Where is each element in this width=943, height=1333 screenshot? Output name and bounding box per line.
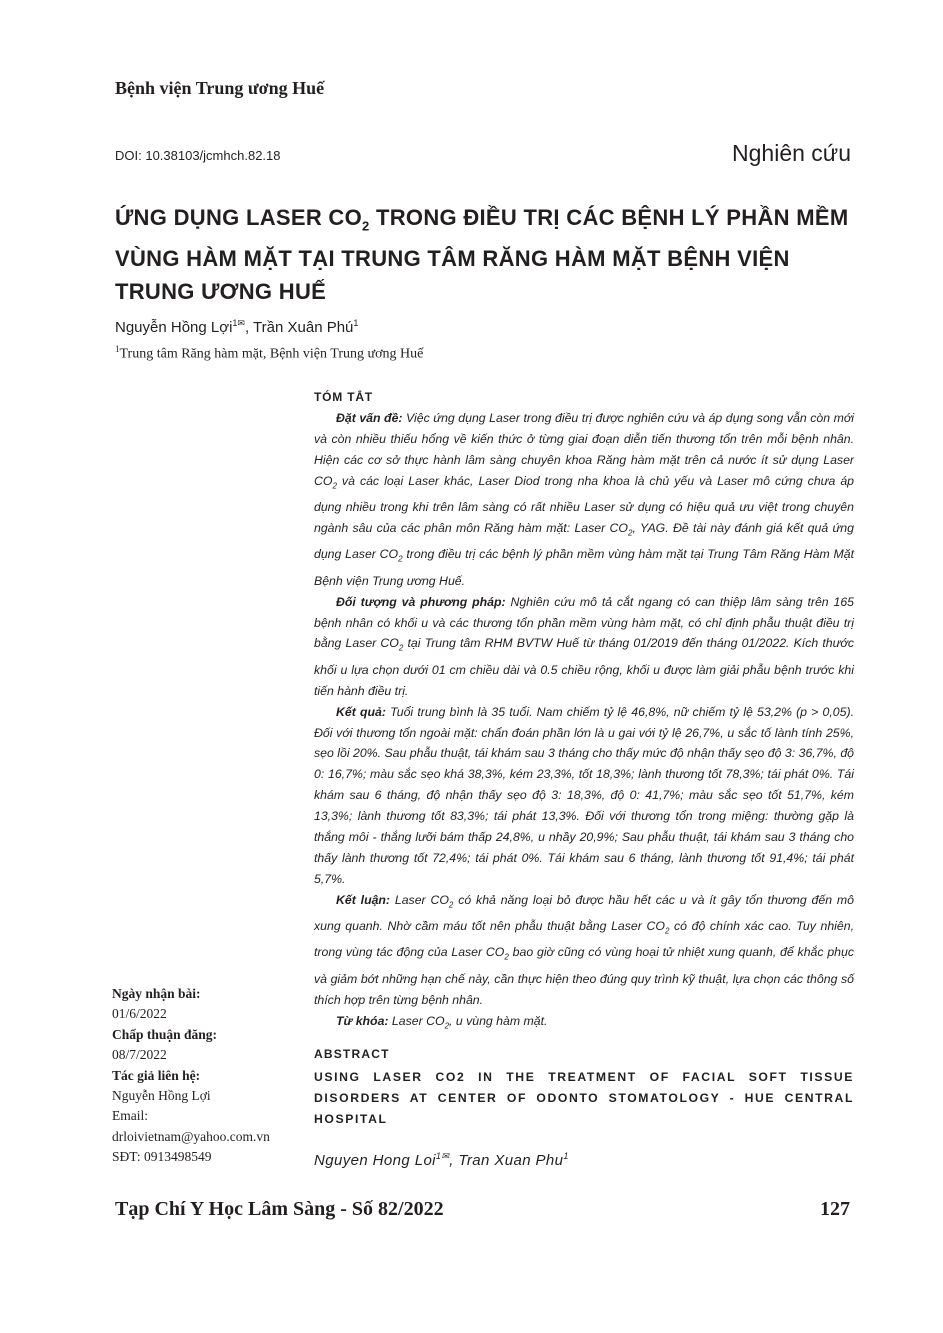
abstract-keywords: Từ khóa: Laser $CO_2$, u vùng hàm mặt. — [336, 1013, 548, 1031]
english-author-list: Nguyen Hong Loi$^{1✉}$, Tran Xuan Phu$^1$ — [314, 1151, 569, 1169]
doi-label: DOI: 10.38103/jcmhch.82.18 — [115, 148, 281, 163]
abstract-methods: Đối tượng và phương pháp: Nghiên cứu mô tả cắt ngang có can thiệp lâm sàng trên 165 bệnh nhân có khối u và các thương tổn phần mềm vùng hàm mặt, có chỉ định phẫu thuật điều trị bằng Laser $CO_2$ tại Trung tâm RHM BVTW Huế từ tháng 01/2019 đến tháng 01/2022. Kích thước khối u lựa chọn dưới 01 cm chiều dài và 0.5 chiều rộng, khối u được làm giải phẫu bệnh trước khi tiến hành điều trị. — [314, 594, 854, 698]
abstract-background: Đặt vấn đề: Việc ứng dụng Laser trong điều trị được nghiên cứu và áp dụng song vẫn còn mới và còn nhiều thiếu hổng về kiến thức ở từng giai đoạn diễn tiến thương tổn trên mỗi bệnh nhân. Hiện các cơ sở thực hành lâm sàng chuyên khoa Răng hàm mặt trên cả nước ít sử dụng Laser $CO_2$ và các loại Laser khác, Laser Diod trong nha khoa là chủ yếu và Laser mô cứng chưa áp dụng nhiều trong khi trên lâm sàng có rất nhiều Laser sử dụng có hiệu quả ưu việt trong chuyên ngành sâu của các phân môn Răng hàm mặt: Laser $CO_2$, YAG. Đề tài này đánh giá kết quả ứng dụng Laser $CO_2$ trong điều trị các bệnh lý phần mềm vùng hàm mặt tại Trung Tâm Răng Hàm Mặt Bệnh viện Trung ương Huế. — [314, 411, 854, 588]
article-metadata — [112, 984, 312, 1168]
abstract-heading-en: ABSTRACT — [314, 1047, 390, 1061]
footer-journal-name: Tạp Chí Y Học Lâm Sàng - Số 82/2022 — [115, 1198, 444, 1220]
email-address[interactable]: drloivietnam@yahoo.com.vn — [112, 1128, 270, 1144]
corresponding-label: Tác giả liên hệ: — [112, 1067, 201, 1083]
abstract-results: Kết quả: Tuổi trung bình là 35 tuổi. Nam chiếm tỷ lệ 46,8%, nữ chiếm tỷ lệ 53,2% (p > 0,05). Đối với thương tổn ngoài mặt: chẩn đoán phần lớn là u gai với tỷ lệ 26,7%, u sắc tố lành tính 25%, sẹo lồi 20%. Sau phẫu thuật, tái khám sau 3 tháng cho thấy mức độ nhận thấy sẹo độ 3: 36,7%, độ 0: 16,7%; màu sắc sẹo khá 38,3%, kém 23,3%, tốt 18,3%; lành thương tốt 78,3%; tái phát 0%. Tái khám sau 6 tháng, độ nhận thấy sẹo độ 3: 18,3%, độ 0: 41,7%; màu sắc sẹo tốt 51,7%, kém 13,3%; lành thương tốt 83,3%; tái phát 13,3%. Đối với thương tổn trong miệng: thường gặp là thắng môi - thắng lưỡi bám thấp 24,8%, u nhầy 20,9%; Sau phẫu thuật, tái khám sau 3 tháng cho thấy lành thương tốt 72,4%; tái phát 0%. Tái khám sau 6 tháng, lành thương tốt 91,4%; tái phát 5,7%. — [314, 704, 854, 886]
article-title: ỨNG DỤNG LASER $CO_2$ TRONG ĐIỀU TRỊ CÁC BỆNH LÝ PHẦN MỀM VÙNG HÀM MẶT TẠI TRUNG TÂM RĂNG HÀM MẶT BỆNH VIỆN TRUNG ƯƠNG HUẾ — [115, 205, 849, 305]
abstract-heading-vn: TÓM TẮT — [314, 390, 373, 404]
author-name: Tran Xuan Phu — [458, 1152, 564, 1169]
author-name: Trần Xuân Phú — [253, 319, 354, 336]
running-header-hospital: Bệnh viện Trung ương Huế — [115, 78, 325, 98]
received-label: Ngày nhận bài: — [112, 986, 201, 1001]
author-list: Nguyễn Hồng Lợi$^{1✉}$, Trần Xuân Phú$^1$ — [115, 318, 359, 336]
author-name: Nguyễn Hồng Lợi — [115, 319, 233, 336]
received-date: 01/6/2022 — [112, 1006, 167, 1022]
accepted-date: 08/7/2022 — [112, 1047, 167, 1063]
article-category: Nghiên cứu — [732, 140, 851, 166]
abstract-vietnamese — [314, 390, 854, 1037]
accepted-label: Chấp thuận đăng: — [112, 1026, 218, 1042]
phone-number: SĐT: 0913498549 — [112, 1149, 212, 1165]
abstract-conclusion: Kết luận: Laser $CO_2$ có khả năng loại bỏ được hầu hết các u và ít gây tổn thương đến mô xung quanh. Nhờ cầm máu tốt nên phẫu thuật bằng Laser $CO_2$ có độ chính xác cao. Tuy nhiên, trong vùng tác động của Laser $CO_2$ bao giờ cũng có vùng hoại tử nhiệt xung quanh, để khắc phục và giảm bớt những hạn chế này, cần thực hiện theo đúng quy trình kỹ thuật, lựa chọn các thông số thích hợp trên từng bệnh nhân. — [314, 892, 855, 1007]
author-affiliation: $^1$Trung tâm Răng hàm mặt, Bệnh viện Trung ương Huế — [115, 344, 424, 362]
corresponding-author: Nguyễn Hồng Lợi — [112, 1088, 211, 1104]
email-label: Email: — [112, 1108, 148, 1124]
page-number: 127 — [820, 1198, 850, 1220]
author-name: Nguyen Hong Loi — [314, 1152, 436, 1169]
english-title: USING LASER CO2 IN THE TREATMENT OF FACIAL SOFT TISSUE DISORDERS AT CENTER OF ODONTO STOMATOLOGY - HUE CENTRAL HOSPITAL — [314, 1070, 854, 1126]
